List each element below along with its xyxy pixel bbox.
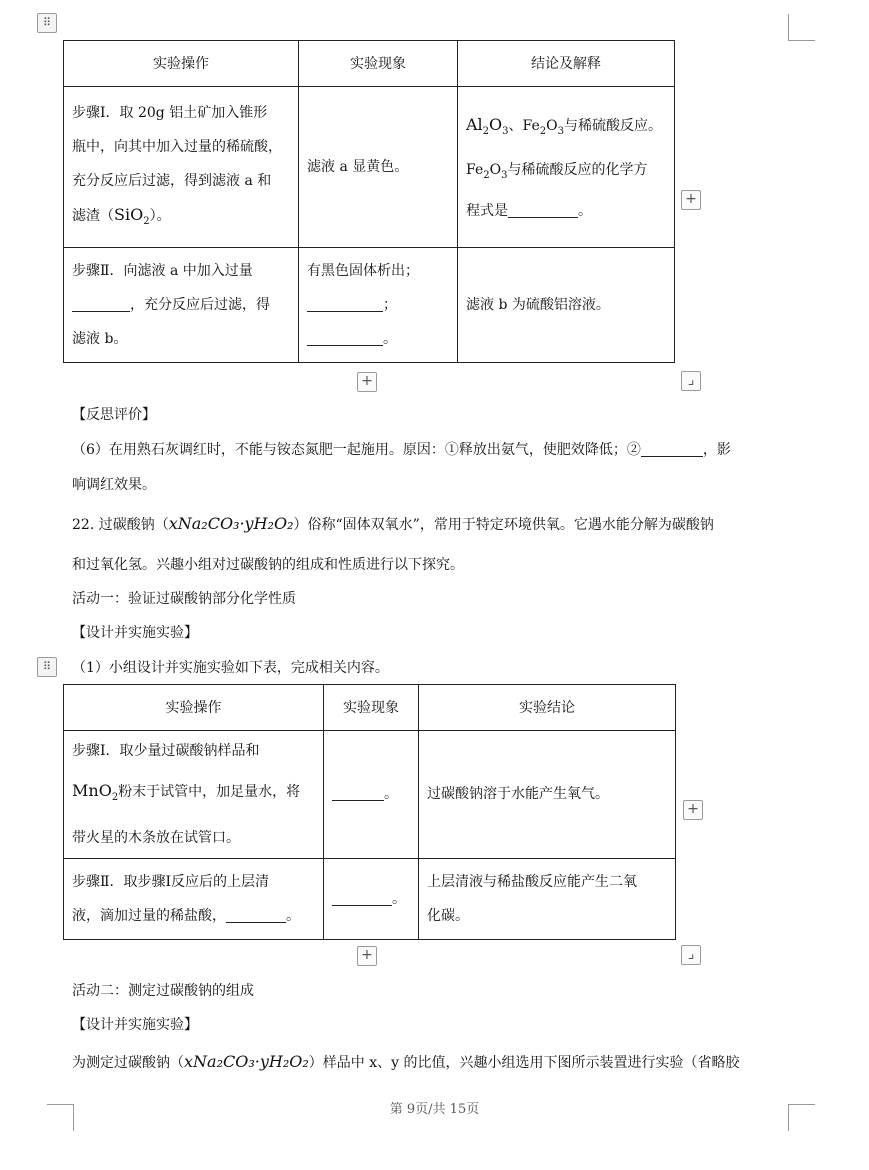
cell-text — [466, 106, 666, 151]
table-header: 实验操作 — [64, 685, 324, 731]
table-cell-operation — [64, 731, 324, 859]
table-header: 结论及解释 — [458, 41, 675, 87]
formula-text: 、Fe — [508, 117, 540, 134]
formula-percarbonate: xNa₂CO₃·yH₂O₂ — [184, 1052, 309, 1071]
answer-blank[interactable] — [72, 295, 130, 312]
corner-mark-top-right — [788, 14, 815, 41]
cell-text — [307, 288, 449, 322]
answer-blank[interactable] — [226, 906, 286, 923]
formula-subscript: 2 — [482, 125, 490, 137]
formula-subscript: 3 — [501, 169, 508, 181]
formula-subscript: 2 — [483, 169, 490, 181]
experiment-table-2 — [63, 684, 676, 940]
cell-text — [466, 151, 666, 195]
add-column-button[interactable]: + — [681, 190, 701, 210]
cell-text: 瓶中，向其中加入过量的稀硫酸， — [72, 138, 282, 155]
add-row-button[interactable]: + — [357, 946, 377, 966]
paragraph-text: （6）在用熟石灰调红时，不能与铵态氮肥一起施用。原因：①释放出氨气，使肥效降低；② — [72, 442, 641, 458]
cell-text: 上层清液与稀盐酸反应能产生二氧 — [427, 873, 637, 890]
answer-blank[interactable] — [332, 889, 392, 906]
cell-text: 。 — [383, 331, 397, 347]
cell-text: ，充分反应后过滤，得 — [130, 297, 270, 313]
formula-subscript: 2 — [111, 791, 119, 803]
cell-text: 充分反应后过滤，得到滤液 a 和 — [72, 172, 272, 189]
cell-text: 化碳。 — [427, 907, 469, 924]
cell-text: 与稀硫酸反应。 — [564, 117, 663, 134]
add-row-button[interactable]: + — [357, 372, 377, 392]
table-resize-handle-icon[interactable]: ⌟ — [681, 371, 701, 391]
page-number: 第 9页/共 15页 — [389, 1102, 480, 1117]
cell-text: 有黑色固体析出； — [307, 263, 419, 279]
cell-text — [72, 899, 315, 933]
formula-text: Al — [466, 114, 483, 134]
cell-text — [307, 322, 449, 356]
formula-sio2: SiO — [114, 204, 144, 224]
paragraph-text: 22. 过碳酸钠（ — [72, 517, 169, 533]
table-cell-phenomenon — [324, 731, 419, 859]
table-cell-operation — [64, 87, 299, 248]
table-cell-conclusion: 滤液 b 为硫酸铝溶液。 — [458, 248, 675, 363]
question-22-line-1 — [72, 514, 714, 534]
cell-text: 与稀硫酸反应的化学方 — [507, 161, 648, 178]
sub-question-1: （1）小组设计并实施实验如下表，完成相关内容。 — [72, 660, 389, 676]
formula-subscript: 2 — [539, 125, 547, 137]
reflection-heading: 【反思评价】 — [72, 407, 156, 423]
answer-blank[interactable] — [508, 201, 578, 218]
formula-text: Fe — [466, 161, 484, 178]
cell-text: 。 — [392, 890, 406, 907]
cell-text: 。 — [578, 203, 592, 220]
cell-text: 。 — [384, 786, 398, 803]
table-cell-phenomenon — [299, 248, 458, 363]
cell-text: 带火星的木条放在试管口。 — [72, 829, 240, 846]
answer-blank[interactable] — [307, 329, 383, 346]
table-cell-phenomenon: 滤液 a 显黄色。 — [299, 87, 458, 248]
design-heading-1: 【设计并实施实验】 — [72, 625, 198, 641]
formula-text: O — [489, 114, 503, 134]
table-header: 实验操作 — [64, 41, 299, 87]
table-move-handle-icon[interactable]: ⠿ — [37, 657, 57, 677]
paragraph-text: ）样品中 x、y 的比值，兴趣小组选用下图所示装置进行实验（省略胶 — [308, 1055, 740, 1071]
cell-text: 粉末于试管中，加足量水，将 — [118, 784, 301, 800]
question-6-line-2: 响调红效果。 — [72, 477, 156, 493]
table-cell-phenomenon — [324, 858, 419, 939]
cell-text: 滤液 b。 — [72, 331, 128, 347]
cell-text — [72, 771, 315, 818]
cell-text: 步骤Ⅱ．取步骤Ⅰ反应后的上层清 — [72, 873, 270, 890]
cell-text: ）。 — [149, 207, 171, 224]
table-cell-conclusion — [458, 87, 675, 248]
cell-text — [72, 288, 290, 322]
table-resize-handle-icon[interactable]: ⌟ — [681, 945, 701, 965]
cell-text: 液，滴加过量的稀盐酸， — [72, 907, 226, 924]
table-cell-operation — [64, 858, 324, 939]
cell-text: 。 — [286, 907, 300, 924]
question-22-line-2: 和过氧化氢。兴趣小组对过碳酸钠的组成和性质进行以下探究。 — [72, 557, 464, 573]
cell-text: 步骤Ⅰ．取 20g 铝土矿加入锥形 — [72, 104, 268, 121]
answer-blank[interactable] — [332, 784, 384, 801]
add-column-button[interactable]: + — [683, 800, 703, 820]
cell-text: 程式是 — [466, 203, 508, 220]
question-6-line-1 — [72, 439, 731, 459]
activity-1-heading: 活动一：验证过碳酸钠部分化学性质 — [72, 591, 296, 607]
formula-text: O — [489, 161, 502, 178]
table-cell-conclusion: 过碳酸钠溶于水能产生氧气。 — [419, 731, 676, 859]
experiment-table-1 — [63, 40, 675, 363]
cell-text — [466, 194, 666, 228]
formula-text: O — [546, 117, 558, 134]
activity-2-heading: 活动二：测定过碳酸钠的组成 — [72, 983, 254, 999]
table-header: 实验结论 — [419, 685, 676, 731]
table-header: 实验现象 — [324, 685, 419, 731]
cell-text: 步骤Ⅱ．向滤液 a 中加入过量 — [72, 263, 253, 279]
design-heading-2: 【设计并实施实验】 — [72, 1017, 198, 1033]
formula-percarbonate: xNa₂CO₃·yH₂O₂ — [168, 514, 294, 533]
cell-text: 步骤Ⅰ．取少量过碳酸钠样品和 — [72, 743, 260, 759]
cell-text: ； — [383, 297, 397, 313]
table-move-handle-icon[interactable]: ⠿ — [37, 13, 57, 33]
cell-text — [72, 198, 290, 239]
cell-text: 滤渣（ — [72, 207, 114, 224]
paragraph-text: 为测定过碳酸钠（ — [72, 1055, 184, 1071]
formula-subscript: 3 — [557, 125, 565, 137]
paragraph-text: ）俗称“固体双氧水”，常用于特定环境供氧。它遇水能分解为碳酸钠 — [293, 517, 714, 533]
formula-subscript: 2 — [143, 215, 150, 227]
answer-blank[interactable] — [307, 295, 383, 312]
answer-blank[interactable] — [641, 440, 703, 457]
paragraph-text: ，影 — [702, 442, 731, 458]
composition-paragraph — [72, 1052, 740, 1072]
table-header: 实验现象 — [299, 41, 458, 87]
table-cell-operation — [64, 248, 299, 363]
formula-text: MnO — [72, 781, 112, 800]
table-cell-conclusion — [419, 858, 676, 939]
formula-subscript: 3 — [502, 125, 509, 137]
